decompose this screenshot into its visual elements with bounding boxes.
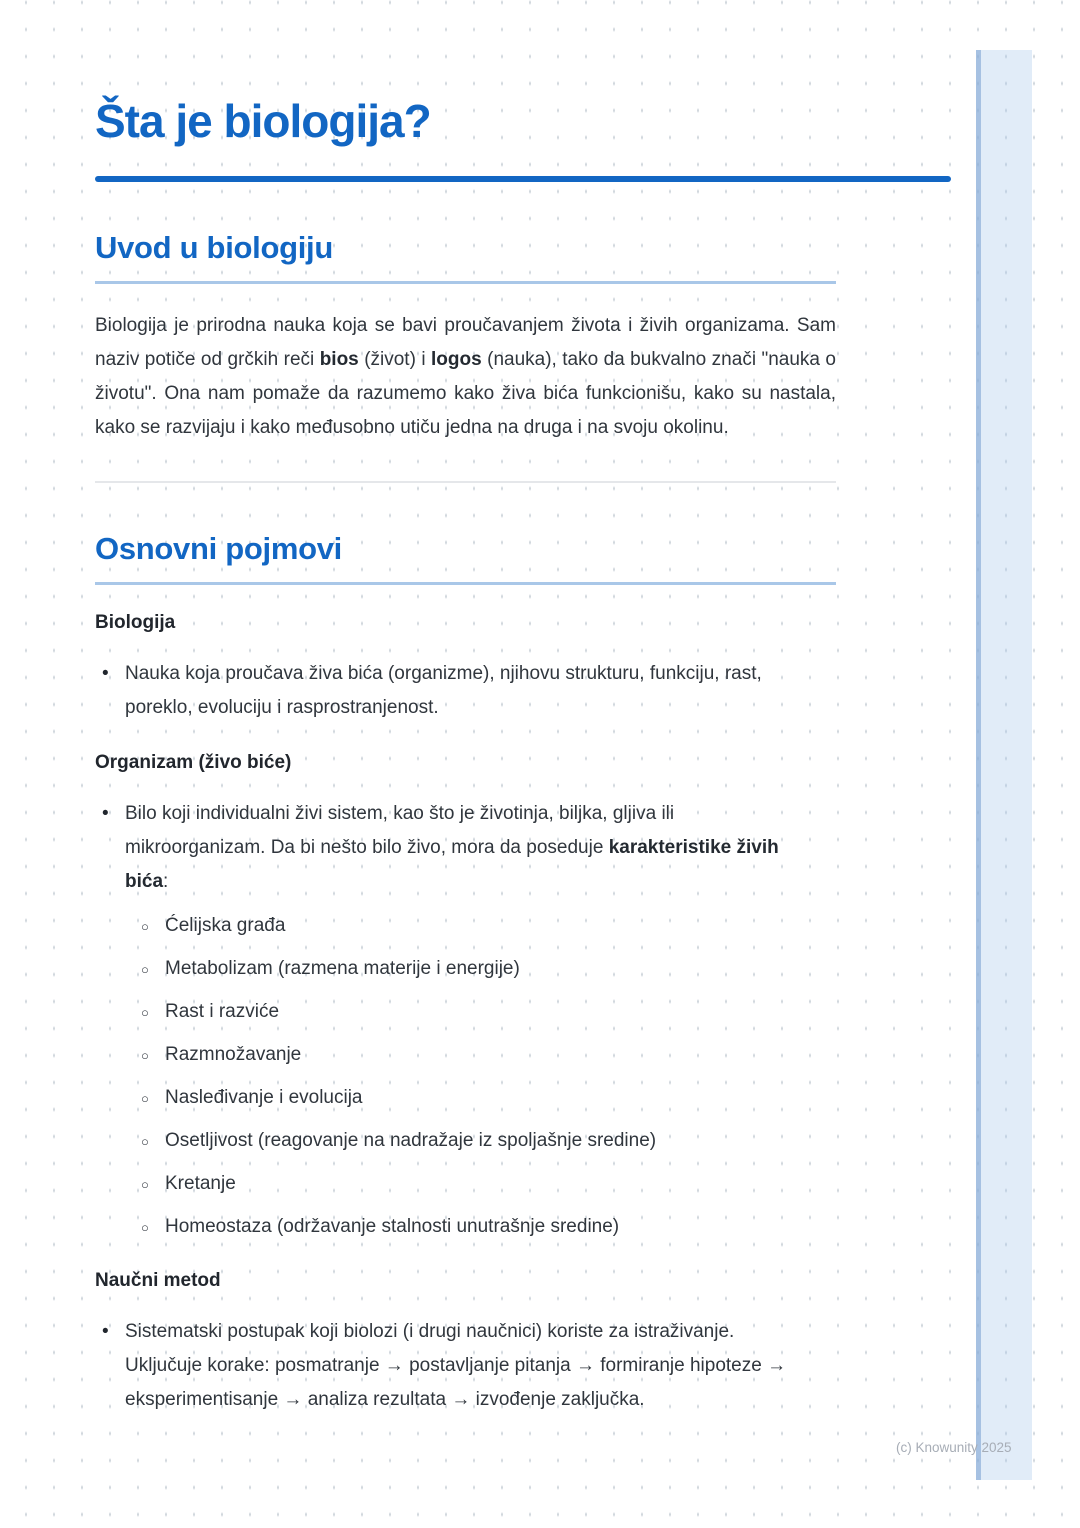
circle-bullet-icon: ○ (141, 1091, 149, 1106)
sub-item (139, 1167, 810, 1200)
sub-item (139, 952, 810, 985)
bullet-item (95, 1315, 810, 1417)
document-page (95, 0, 836, 1417)
sub-item (139, 1210, 810, 1243)
bullet-dot-icon: • (102, 1321, 109, 1342)
bullet-text-bold: karakteristike živih bića (125, 837, 779, 892)
circle-bullet-icon: ○ (141, 1134, 149, 1149)
bullet-item (95, 657, 810, 725)
sub-item (139, 995, 810, 1028)
intro-paragraph-segment: Biologija je prirodna nauka koja se bavi proučavanjem života i živih organizama. Sam naziv potiče od grčkih reči (95, 315, 836, 370)
bullet-item (95, 797, 810, 1243)
bullet-text (125, 803, 779, 892)
circle-bullet-icon: ○ (141, 1220, 149, 1235)
bullet-text-segment: : (163, 871, 169, 892)
sub-item-text: Ćelijska građa (165, 915, 286, 936)
section-heading-uvod: Uvod u biologiju (95, 229, 836, 284)
bullet-list (95, 797, 836, 1243)
intro-paragraph (95, 309, 836, 445)
copyright-watermark: (c) Knowunity 2025 (896, 1440, 1012, 1455)
bullet-list (95, 1315, 836, 1417)
sub-item-text: Osetljivost (reagovanje na nadražaje iz spoljašnje sredine) (165, 1130, 657, 1151)
term-label-biologija: Biologija (95, 612, 176, 633)
sub-item (139, 909, 810, 942)
term-label-organizam: Organizam (živo biće) (95, 752, 292, 773)
bullet-dot-icon: • (102, 663, 109, 684)
section-divider (95, 481, 836, 483)
sub-item-text: Kretanje (165, 1173, 236, 1194)
sub-item (139, 1081, 810, 1114)
sub-item (139, 1124, 810, 1157)
intro-paragraph-segment: (nauka), tako da bukvalno znači "nauka o životu". Ona nam pomaže da razumemo kako živa bića funkcionišu, kako su nastala, kako se razvijaju i kako međusobno utiču jedna na druga i na svoju okolinu. (95, 349, 836, 438)
bullet-text-segment: Nauka koja proučava živa bića (organizme), njihovu strukturu, funkciju, rast, poreklo, evoluciju i rasprostranjenost. (125, 663, 762, 718)
circle-bullet-icon: ○ (141, 1177, 149, 1192)
term-label-naucni-metod: Naučni metod (95, 1270, 221, 1291)
sub-item-text: Rast i razviće (165, 1001, 280, 1022)
page-side-stripe (976, 50, 1032, 1480)
section-heading-osnovni-pojmovi: Osnovni pojmovi (95, 530, 836, 585)
sub-item-text: Homeostaza (održavanje stalnosti unutrašnje sredine) (165, 1216, 620, 1237)
circle-bullet-icon: ○ (141, 919, 149, 934)
sub-item (139, 1038, 810, 1071)
intro-paragraph-segment: (život) i (358, 349, 432, 370)
bullet-text-segment: Bilo koji individualni živi sistem, kao što je životinja, biljka, gljiva ili mikroorganizam. Da bi nešto bilo živo, mora da poseduje (125, 803, 675, 858)
bullet-text (125, 1321, 786, 1410)
circle-bullet-icon: ○ (141, 962, 149, 977)
intro-paragraph-bold-logos: logos (431, 349, 482, 370)
sub-item-text: Nasleđivanje i evolucija (165, 1087, 363, 1108)
circle-bullet-icon: ○ (141, 1005, 149, 1020)
circle-bullet-icon: ○ (141, 1048, 149, 1063)
sub-item-text: Metabolizam (razmena materije i energije) (165, 958, 520, 979)
bullet-list (95, 657, 836, 725)
bullet-dot-icon: • (102, 803, 109, 824)
title-underline-rule (95, 176, 951, 182)
bullet-text (125, 663, 762, 718)
characteristics-sub-list (139, 909, 810, 1243)
sub-item-text: Razmnožavanje (165, 1044, 302, 1065)
intro-paragraph-bold-bios: bios (319, 349, 359, 370)
page-title: Šta je biologija? (95, 95, 431, 147)
bullet-text-segment: Sistematski postupak koji biolozi (i drugi naučnici) koriste za istraživanje. Uključuje korake: posmatranje → postavljanje pitanja → formiranje hipoteze → eksperimentisanje → analiza rezultata → izvođenje zaključka. (125, 1321, 787, 1410)
